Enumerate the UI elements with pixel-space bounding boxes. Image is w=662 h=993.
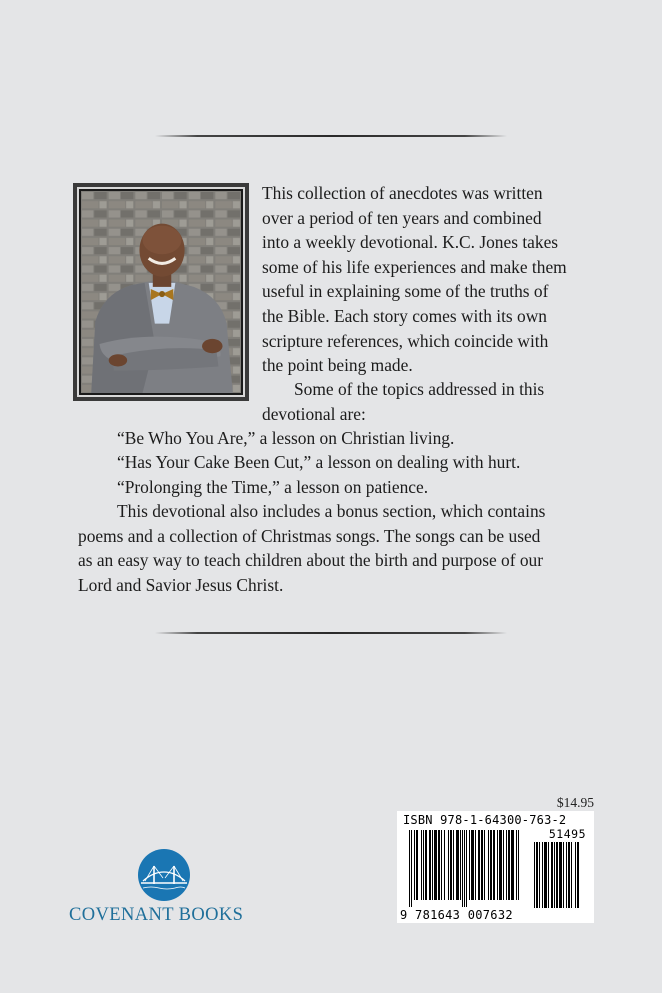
barcode-bar — [464, 830, 465, 907]
price-label: $14.95 — [556, 795, 594, 810]
description-paragraph-2 — [262, 377, 592, 426]
description-line: the point being made. — [262, 355, 413, 376]
description-line: the Bible. Each story comes with its own — [262, 305, 547, 326]
top-divider — [155, 135, 507, 137]
barcode-bar — [414, 830, 415, 900]
barcode-addon-number: 51495 — [548, 827, 586, 841]
isbn-barcode — [397, 811, 594, 923]
barcode-bar — [481, 830, 483, 900]
description-paragraph-3 — [78, 499, 593, 597]
barcode-bar — [432, 830, 433, 900]
publisher-name: COVENANT BOOKS — [69, 905, 244, 925]
author-portrait — [81, 191, 241, 393]
barcode-number: 9 781643 007632 — [400, 908, 513, 922]
author-photo-inner — [77, 187, 245, 397]
description-paragraph-1 — [262, 181, 592, 378]
barcode-bar — [571, 842, 572, 908]
author-photo — [73, 183, 249, 401]
description-line: scripture references, which coincide with — [262, 330, 549, 351]
barcode-bar — [490, 830, 492, 900]
barcode-bar — [416, 830, 418, 900]
barcode-addon-bars — [534, 842, 586, 908]
barcode-bar — [518, 830, 519, 900]
barcode-bar — [475, 830, 476, 900]
barcode-bar — [563, 842, 564, 908]
barcode-bar — [544, 842, 547, 908]
description-line: This devotional also includes a bonus section, which contains — [117, 501, 546, 521]
barcode-bar — [441, 830, 442, 900]
barcode-bar — [536, 842, 538, 908]
barcode-bar — [421, 830, 422, 900]
barcode-bar — [409, 830, 410, 907]
barcode-bar — [493, 830, 495, 900]
barcode-bar — [471, 830, 474, 900]
barcode-bar — [411, 830, 412, 907]
description-line: into a weekly devotional. K.C. Jones takes — [262, 232, 559, 253]
barcode-bar — [448, 830, 449, 900]
barcode-bar — [466, 830, 467, 907]
barcode-bar — [559, 842, 562, 908]
barcode-main-bars — [409, 830, 531, 907]
barcode-bar — [462, 830, 463, 907]
isbn-label: ISBN 978-1-64300-763-2 — [403, 813, 567, 827]
barcode-bar — [456, 830, 459, 900]
barcode-bar — [548, 842, 549, 908]
barcode-bar — [511, 830, 514, 900]
barcode-bar — [478, 830, 480, 900]
barcode-bar — [503, 830, 504, 900]
description-line: as an easy way to teach children about the birth and purpose of our — [78, 550, 544, 571]
barcode-bar — [453, 830, 454, 900]
barcode-bar — [488, 830, 489, 900]
topic-item: “Be Who You Are,” a lesson on Christian living. — [117, 428, 455, 448]
barcode-bar — [516, 830, 517, 900]
barcode-bar — [566, 842, 567, 908]
barcode-bar — [508, 830, 510, 900]
barcode-bar — [460, 830, 461, 900]
description-line: useful in explaining some of the truths of — [262, 281, 549, 302]
topic-item: “Prolonging the Time,” a lesson on patience. — [117, 477, 429, 497]
barcode-bar — [542, 842, 543, 908]
barcode-bar — [556, 842, 558, 908]
barcode-bar — [534, 842, 535, 908]
barcode-bar — [575, 842, 576, 908]
barcode-bar — [497, 830, 498, 900]
barcode-bar — [434, 830, 437, 900]
covenant-bridge-logo-icon — [137, 848, 191, 902]
barcode-bar — [438, 830, 440, 900]
description-line: some of his life experiences and make them — [262, 256, 567, 277]
bottom-divider — [155, 632, 507, 634]
barcode-bar — [450, 830, 452, 900]
barcode-bar — [539, 842, 540, 908]
barcode-bar — [499, 830, 502, 900]
barcode-bar — [484, 830, 485, 900]
barcode-bar — [425, 830, 427, 900]
barcode-bar — [429, 830, 431, 900]
barcode-bar — [568, 842, 570, 908]
barcode-bar — [554, 842, 555, 908]
description-line: Lord and Savior Jesus Christ. — [78, 574, 284, 595]
description-line: devotional are: — [262, 403, 366, 424]
topic-item: “Has Your Cake Been Cut,” a lesson on dealing with hurt. — [117, 452, 521, 472]
description-line: poems and a collection of Christmas songs. The songs can be used — [78, 525, 541, 546]
barcode-bar — [469, 830, 470, 900]
description-line: Some of the topics addressed in this — [294, 379, 545, 399]
barcode-bar — [506, 830, 507, 900]
barcode-bar — [577, 842, 579, 908]
description-line: This collection of anecdotes was written — [262, 183, 543, 203]
barcode-bar — [551, 842, 553, 908]
barcode-bar — [423, 830, 424, 900]
barcode-bar — [444, 830, 445, 900]
description-line: over a period of ten years and combined — [262, 207, 542, 228]
